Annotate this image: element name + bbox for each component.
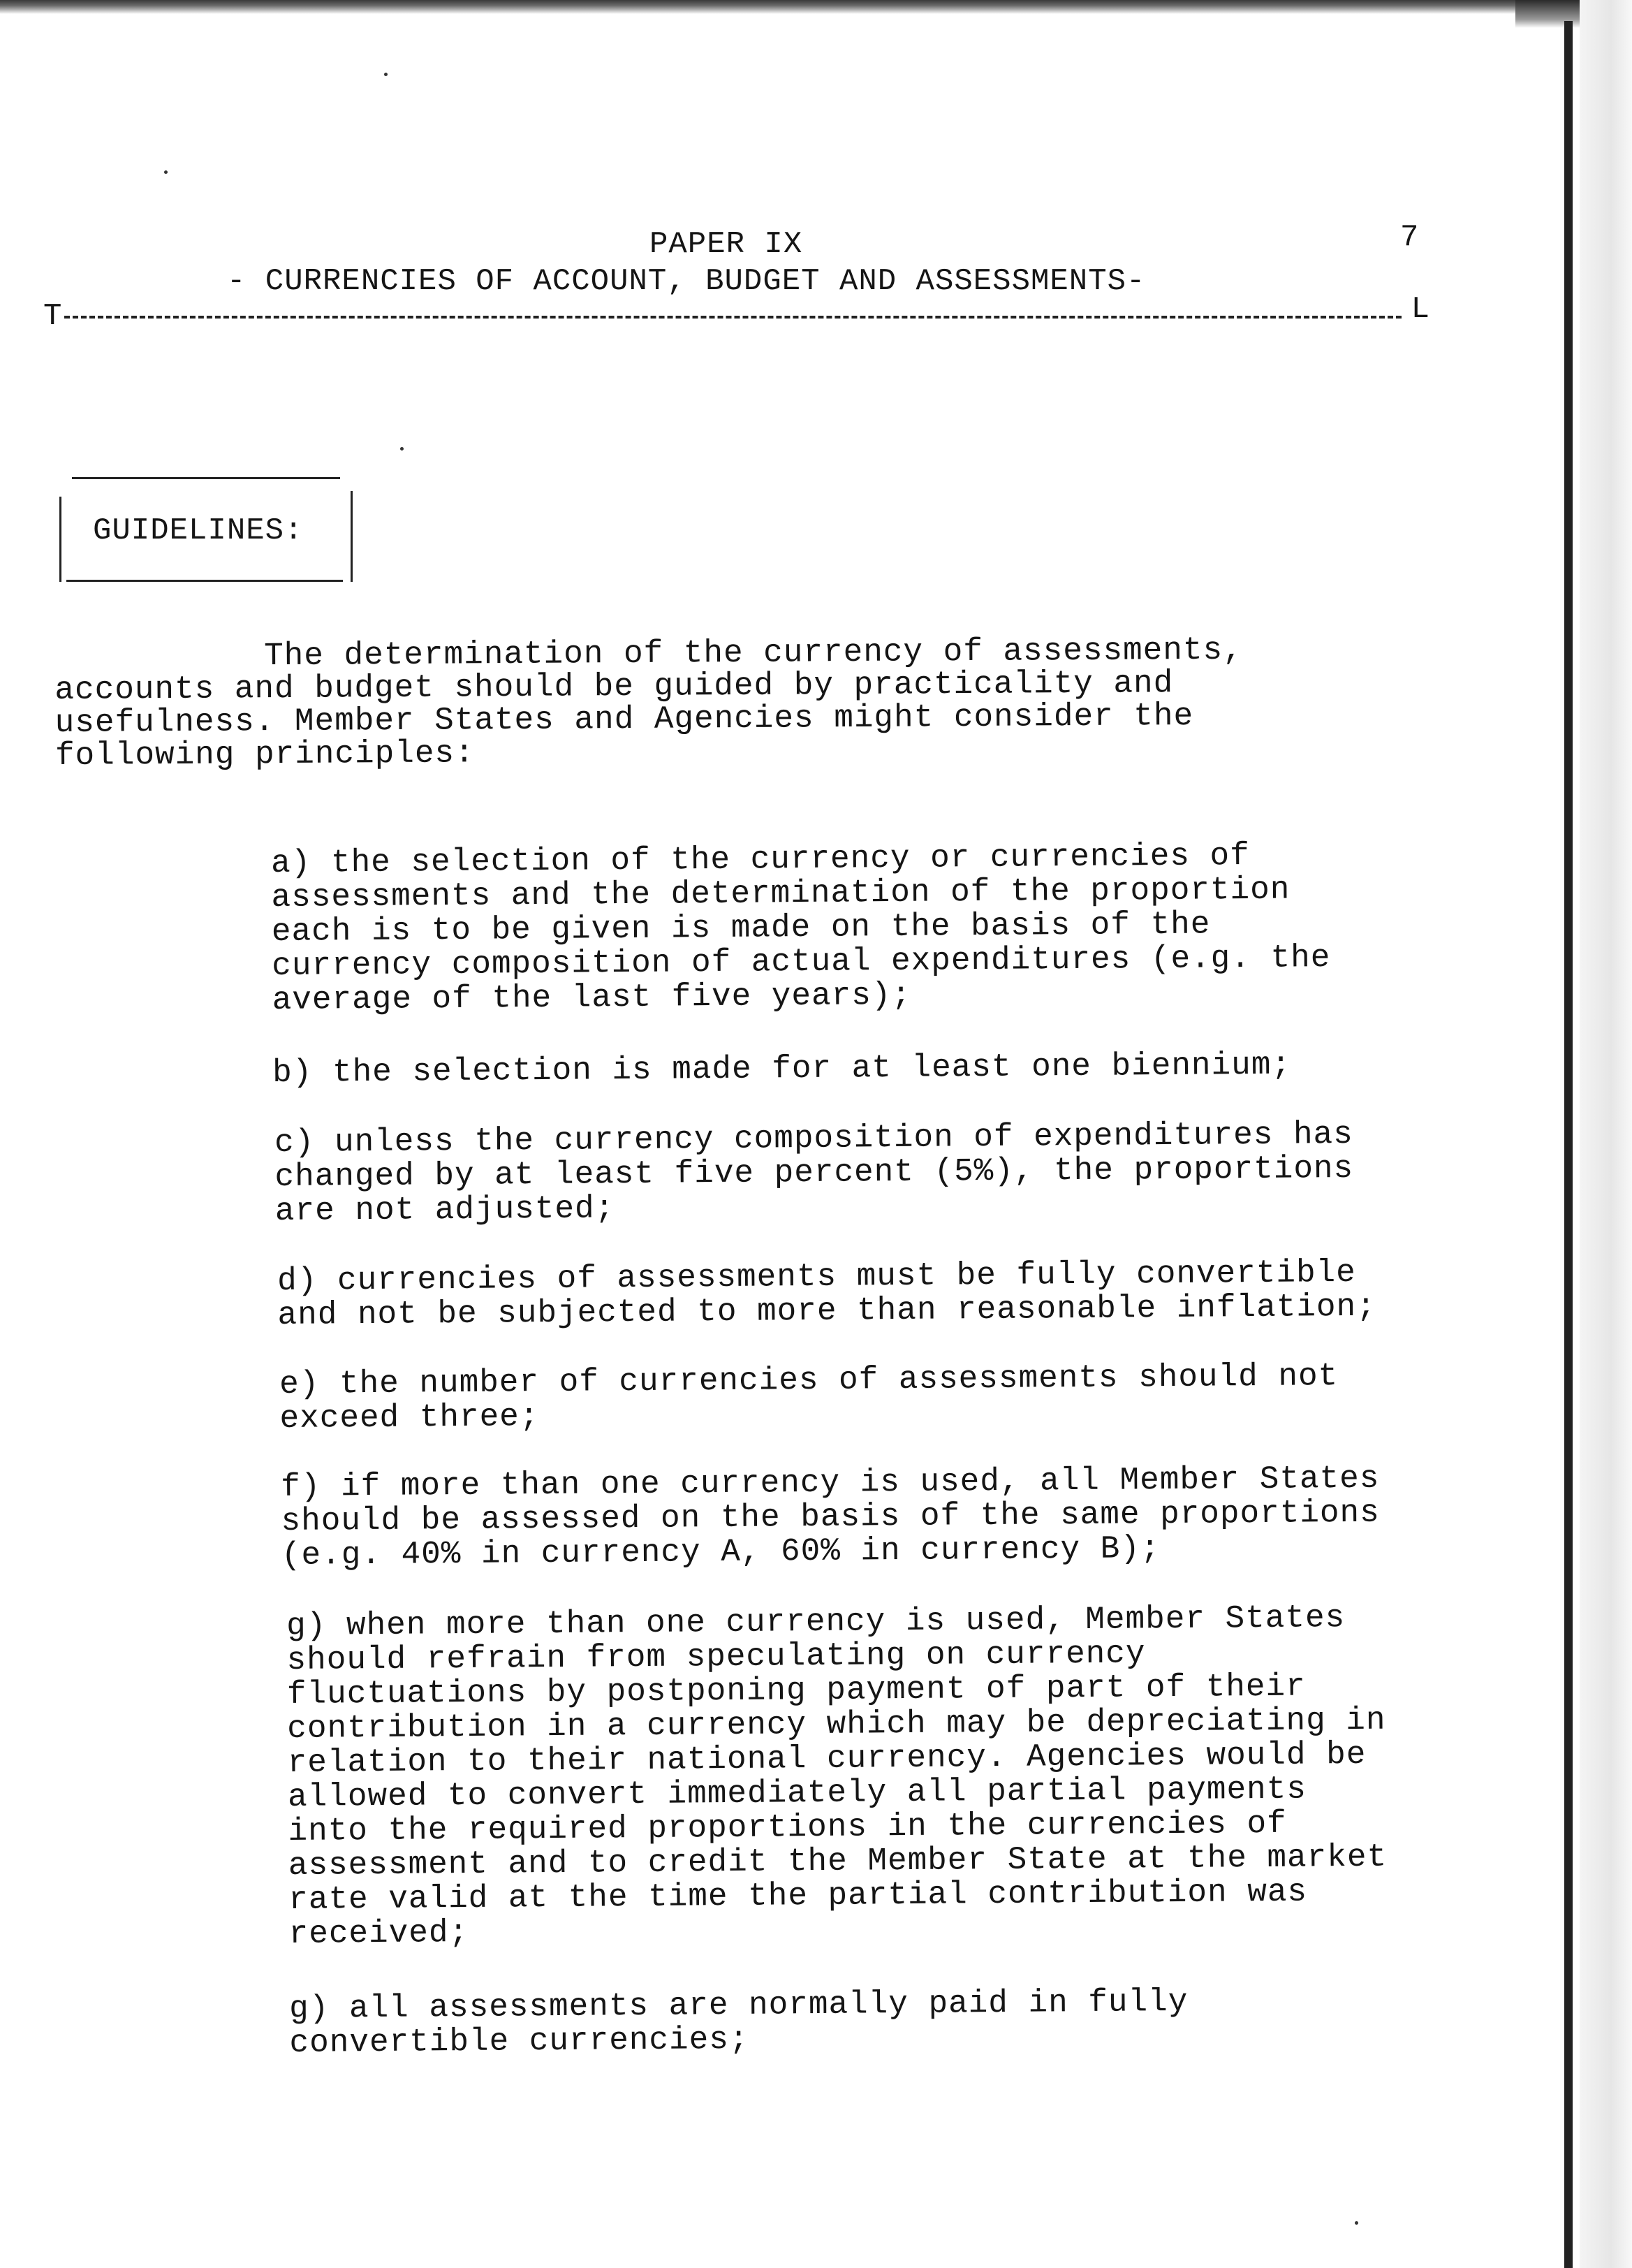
principle-line: into the required proportions in the currencies of bbox=[288, 1805, 1287, 1850]
intro-line: accounts and budget should be guided by practicality and bbox=[54, 665, 1174, 708]
principle-line: average of the last five years); bbox=[272, 976, 912, 1018]
principle-line: contribution in a currency which may be depreciating in bbox=[287, 1702, 1386, 1747]
scan-speck bbox=[400, 447, 404, 451]
scan-speck bbox=[164, 170, 168, 174]
principle-c bbox=[274, 1115, 1354, 1229]
page-number: 7 bbox=[1400, 220, 1419, 255]
rule-left-mark: T bbox=[43, 299, 62, 334]
paper-title: PAPER IX bbox=[649, 227, 803, 262]
principle-f bbox=[281, 1462, 1380, 1573]
principle-line: are not adjusted; bbox=[274, 1190, 615, 1229]
box-left-rule bbox=[59, 497, 61, 582]
principle-line: exceed three; bbox=[279, 1398, 540, 1437]
principle-line: fluctuations by postponing payment of part of their bbox=[286, 1668, 1306, 1713]
principle-line: should refrain from speculating on currency bbox=[286, 1635, 1146, 1678]
header-rule bbox=[43, 292, 1429, 334]
principle-line: and not be subjected to more than reasonable inflation; bbox=[277, 1288, 1376, 1333]
principle-line: should be assessed on the basis of the same proportions bbox=[281, 1494, 1380, 1539]
principle-line: changed by at least five percent (5%), the proportions bbox=[274, 1150, 1354, 1195]
principle-line: b) the selection is made for at least one biennium; bbox=[272, 1046, 1292, 1091]
principle-line: rate valid at the time the partial contribution was bbox=[288, 1873, 1308, 1918]
principle-line: relation to their national currency. Agencies would be bbox=[287, 1736, 1367, 1781]
scan-right-border bbox=[1564, 21, 1573, 2268]
principle-line: f) if more than one currency is used, all Member States bbox=[280, 1460, 1380, 1505]
principle-b bbox=[272, 1048, 1291, 1090]
scan-speck bbox=[384, 73, 388, 76]
principle-line: a) the selection of the currency or currencies of bbox=[270, 837, 1250, 881]
principle-line: d) currencies of assessments must be fully convertible bbox=[277, 1254, 1357, 1299]
principle-line: e) the number of currencies of assessments should not bbox=[279, 1358, 1339, 1403]
paper-subtitle: - CURRENCIES OF ACCOUNT, BUDGET AND ASSESSMENTS- bbox=[227, 264, 1146, 299]
principle-line: assessments and the determination of the proportion bbox=[271, 871, 1291, 916]
principle-line: each is to be given is made on the basis of the bbox=[271, 906, 1211, 950]
principle-line: received; bbox=[288, 1914, 469, 1952]
guidelines-label: GUIDELINES: bbox=[93, 513, 304, 548]
scan-right-margin bbox=[1580, 0, 1632, 2268]
guidelines-box bbox=[59, 477, 353, 582]
intro-line: The determination of the currency of assessments, bbox=[263, 631, 1243, 675]
principle-line: (e.g. 40% in currency A, 60% in currency B); bbox=[281, 1530, 1161, 1574]
box-bottom-rule bbox=[66, 580, 343, 582]
intro-paragraph bbox=[54, 631, 1354, 774]
rule-right-mark: L bbox=[1411, 292, 1429, 327]
intro-line: following principles: bbox=[54, 735, 475, 774]
scan-speck bbox=[1355, 2221, 1358, 2225]
box-right-rule bbox=[351, 491, 353, 582]
principle-line: allowed to convert immediately all partial payments bbox=[287, 1771, 1307, 1815]
principle-line: convertible currencies; bbox=[289, 2021, 749, 2061]
principle-g-second bbox=[289, 1985, 1189, 2061]
principle-line: assessment and to credit the Member State at the market bbox=[288, 1838, 1388, 1884]
principle-line: g) when more than one currency is used, Member States bbox=[286, 1600, 1346, 1644]
principle-g bbox=[286, 1601, 1388, 1952]
scan-top-edge bbox=[0, 0, 1632, 14]
intro-line: usefulness. Member States and Agencies might consider the bbox=[54, 698, 1194, 741]
principle-line: c) unless the currency composition of expenditures has bbox=[274, 1115, 1354, 1161]
principle-line: currency composition of actual expenditures (e.g. the bbox=[272, 939, 1331, 984]
principle-e bbox=[279, 1359, 1339, 1436]
principle-line: g) all assessments are normally paid in fully bbox=[288, 1983, 1189, 2027]
principle-d bbox=[277, 1256, 1376, 1333]
dashed-rule bbox=[64, 316, 1402, 319]
box-top-rule bbox=[72, 477, 340, 479]
principle-a bbox=[271, 838, 1331, 1018]
